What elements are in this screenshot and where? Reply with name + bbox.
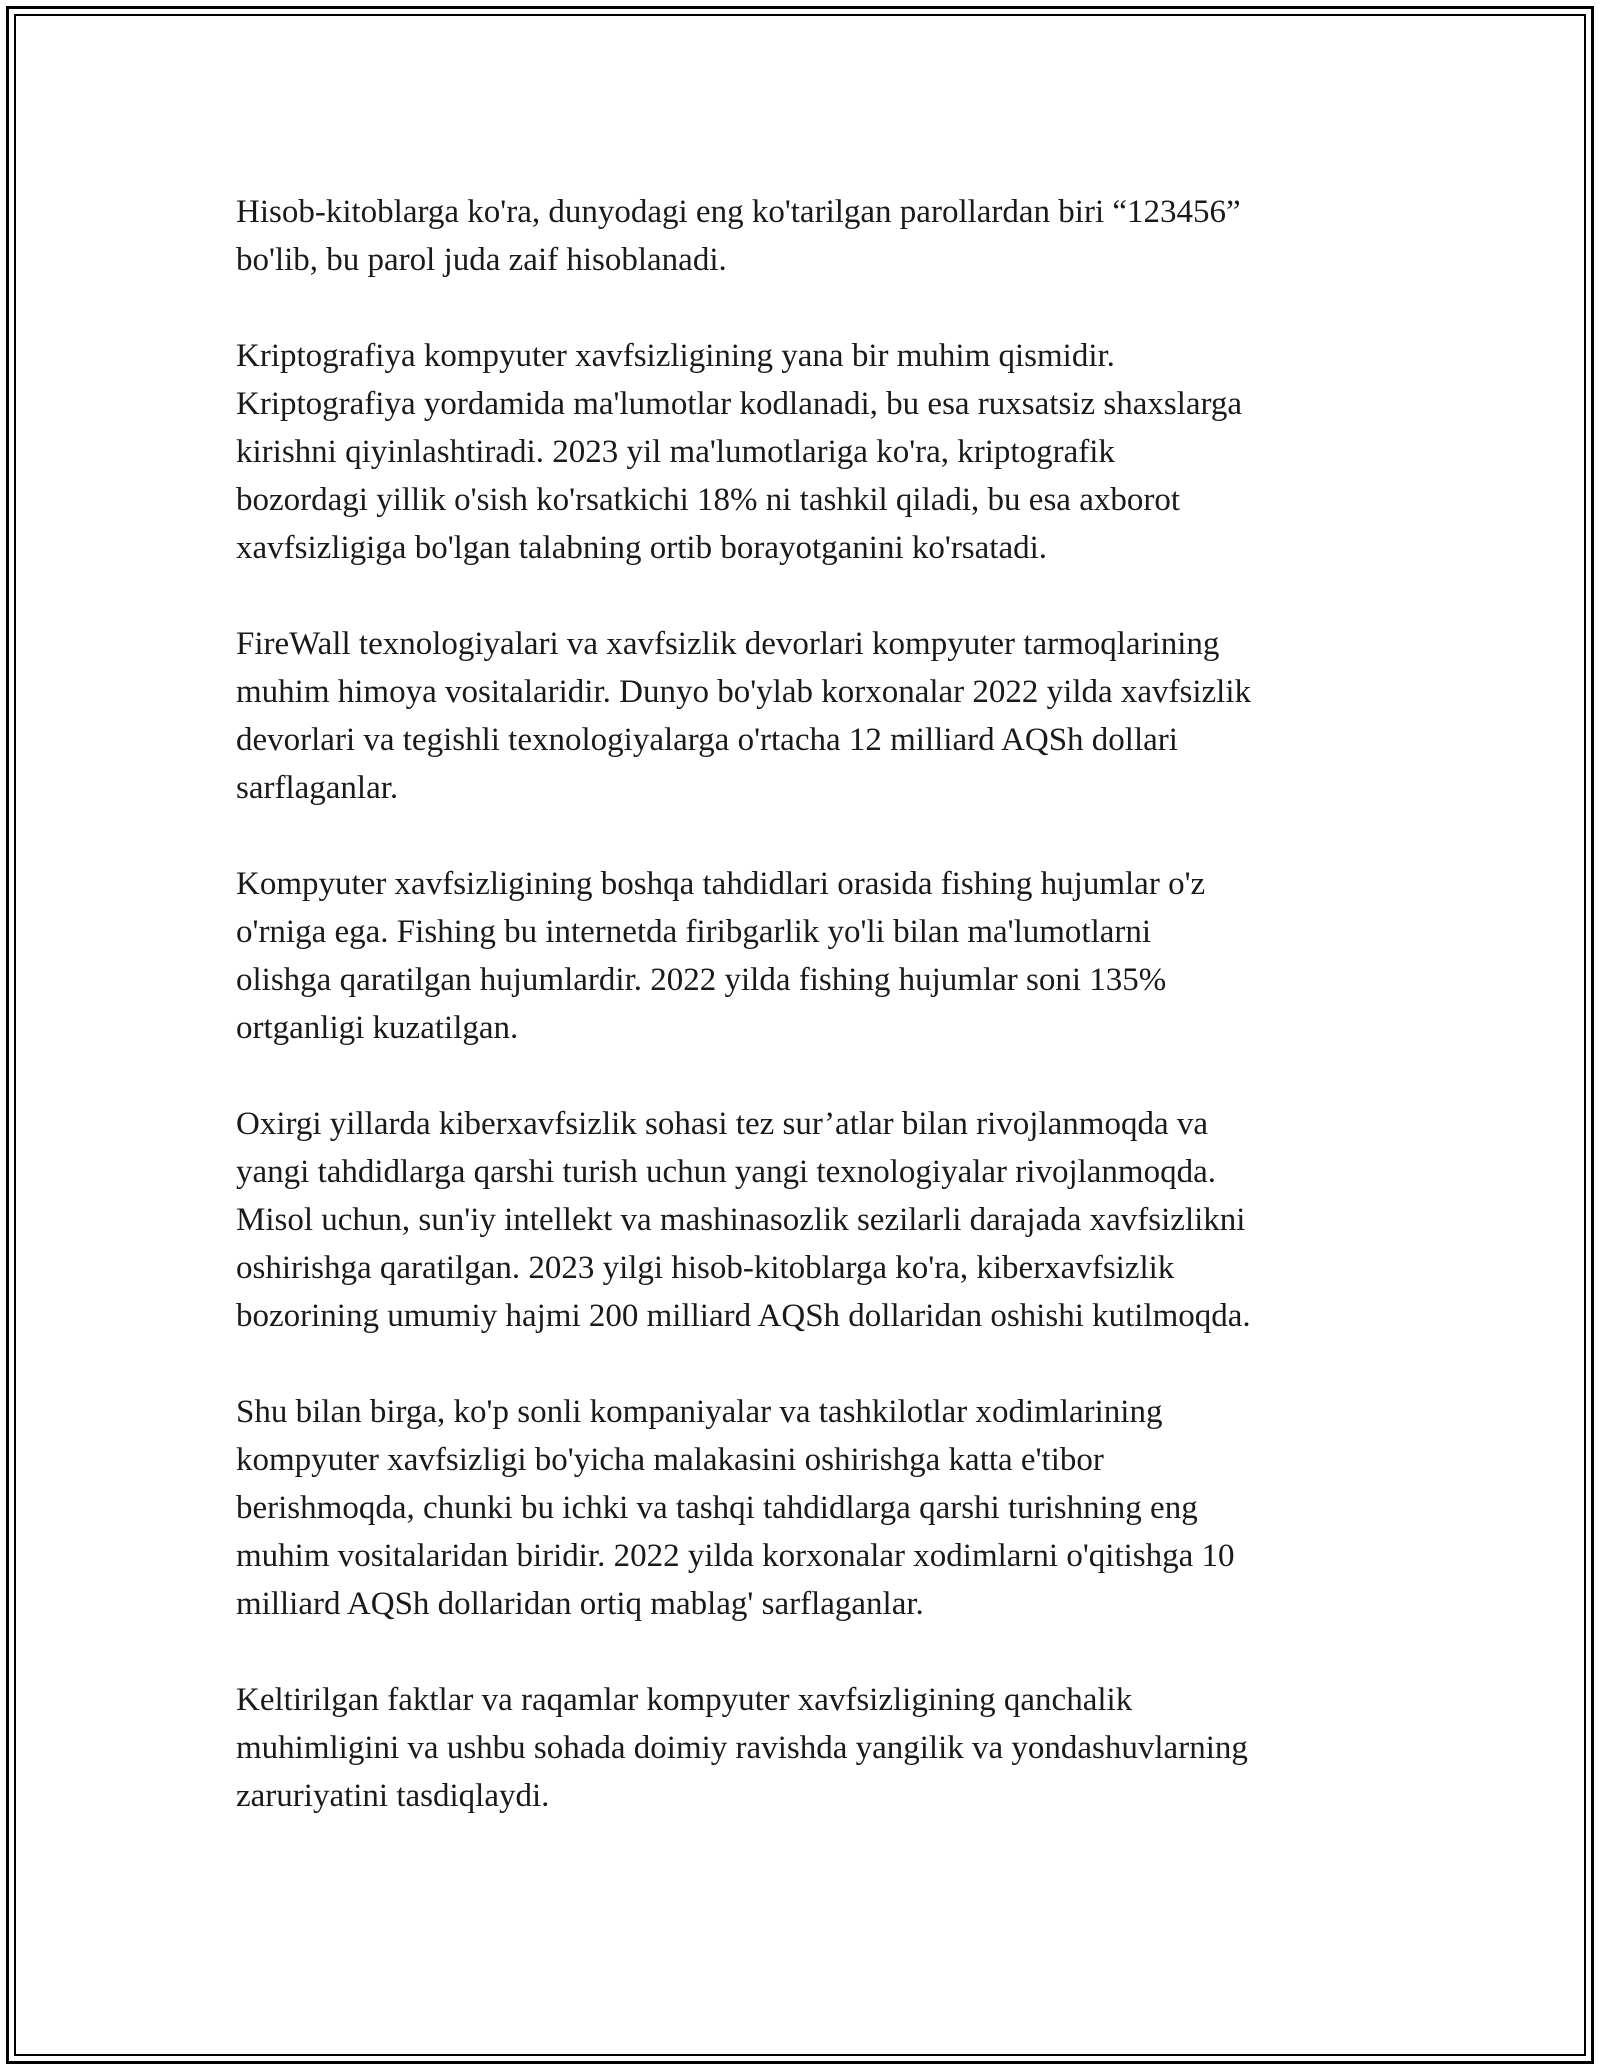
paragraph-cryptography: Kriptografiya kompyuter xavfsizligining yana bir muhim qismidir. Kriptografiya yordamida ma'lumotlar kodlanadi, bu esa ruxsatsiz shaxslarga kirishni qiyinlashtiradi. 2023 yil ma'lumotlariga ko'ra, kriptografik bozordagi yillik o'sish ko'rsatkichi 18% ni tashkil qiladi, bu esa axborot xavfsizligiga bo'lgan talabning ortib borayotganini ko'rsatadi. [236,338,1243,566]
paragraph-staff-training: Shu bilan birga, ko'p sonli kompaniyalar va tashkilotlar xodimlarining kompyuter xavfsizligi bo'yicha malakasini oshirishga katta e'tibor berishmoqda, chunki bu ichki va tashqi tahdidlarga qarshi turishning eng muhim vositalaridan biridir. 2022 yilda korxonalar xodimlarni o'qitishga 10 milliard AQSh dollaridan ortiq mablag' sarflaganlar. [236,1394,1235,1622]
document-body [236,188,1376,1868]
paragraph-passwords: Hisob-kitoblarga ko'ra, dunyodagi eng ko'tarilgan parollardan biri “123456” bo'lib, bu parol juda zaif hisoblanadi. [236,194,1241,278]
paragraph-firewall: FireWall texnologiyalari va xavfsizlik devorlari kompyuter tarmoqlarining muhim himoya vositalaridir. Dunyo bo'ylab korxonalar 2022 yilda xavfsizlik devorlari va tegishli texnologiyalarga o'rtacha 12 milliard AQSh dollari sarflaganlar. [236,626,1252,806]
paragraph-conclusion: Keltirilgan faktlar va raqamlar kompyuter xavfsizligining qanchalik muhimligini va ushbu sohada doimiy ravishda yangilik va yondashuvlarning zaruriyatini tasdiqlaydi. [236,1682,1248,1814]
paragraph-cybersecurity-growth: Oxirgi yillarda kiberxavfsizlik sohasi tez sur’atlar bilan rivojlanmoqda va yangi tahdidlarga qarshi turish uchun yangi texnologiyalar rivojlanmoqda. Misol uchun, sun'iy intellekt va mashinasozlik sezilarli darajada xavfsizlikni oshirishga qaratilgan. 2023 yilgi hisob-kitoblarga ko'ra, kiberxavfsizlik bozorining umumiy hajmi 200 milliard AQSh dollaridan oshishi kutilmoqda. [236,1106,1251,1334]
paragraph-phishing: Kompyuter xavfsizligining boshqa tahdidlari orasida fishing hujumlar o'z o'rniga ega. Fishing bu internetda firibgarlik yo'li bilan ma'lumotlarni olishga qaratilgan hujumlardir. 2022 yilda fishing hujumlar soni 135% ortganligi kuzatilgan. [236,866,1206,1046]
